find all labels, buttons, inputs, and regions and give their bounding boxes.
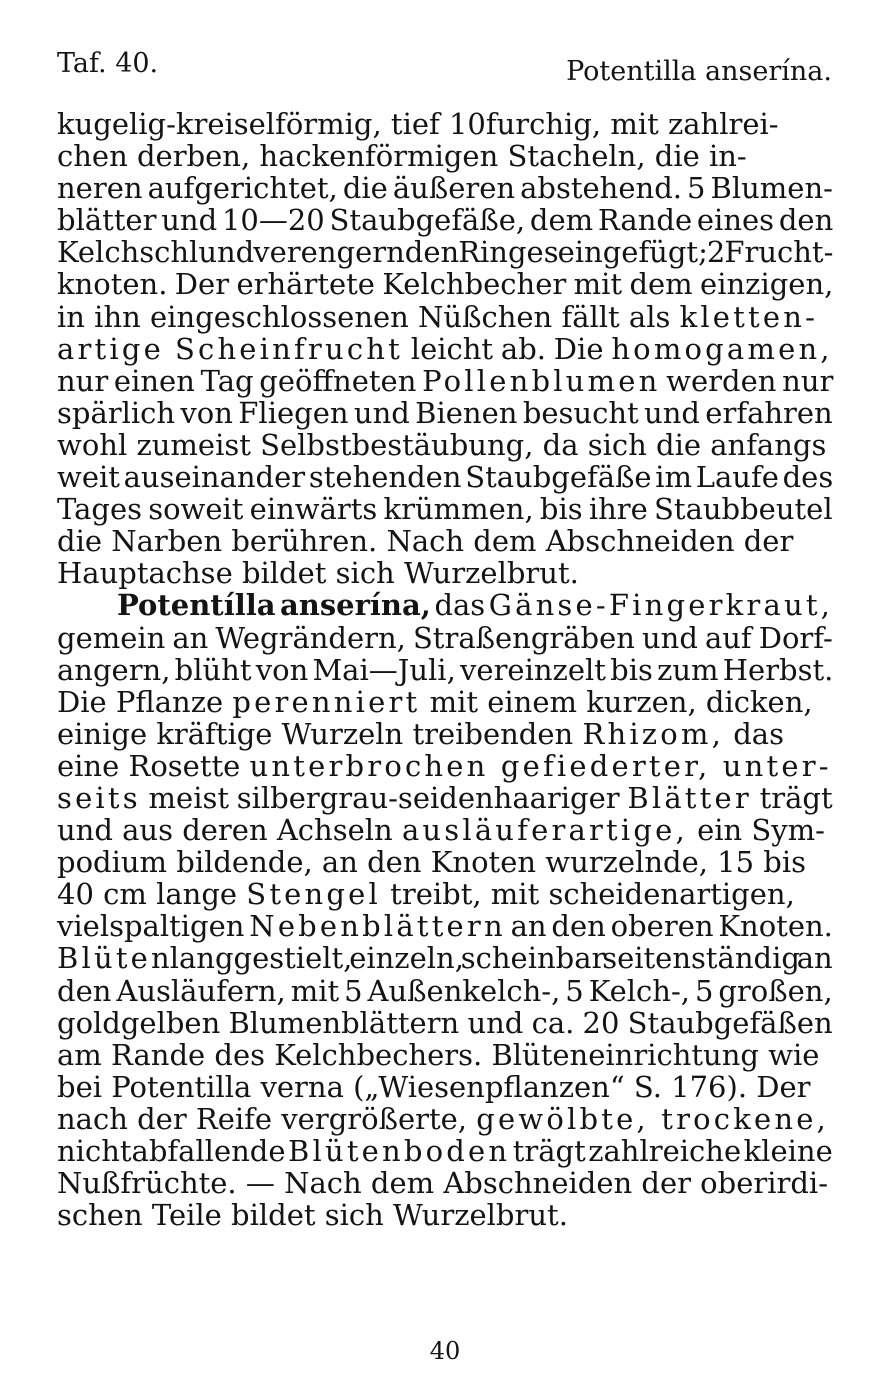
text-run: 40 cm lange: [57, 877, 247, 912]
text-run: langgestielt, einzeln, scheinbar seitenständig an: [172, 941, 833, 976]
text-run: podium bildende, an den Knoten wurzelnde, 15 bis: [57, 845, 807, 880]
text-run: mit einem kurzen, dicken,: [420, 684, 813, 719]
text-line: [57, 557, 833, 589]
text-run: meist silbergrau-seidenhaariger: [140, 780, 628, 815]
text-run: das: [724, 716, 784, 751]
spaced-term: Stengel: [246, 877, 381, 912]
text-run: die Narben berühren. Nach dem Abschneiden der: [57, 524, 794, 559]
spaced-term: Pollenblumen: [422, 363, 661, 398]
text-line: [57, 878, 833, 910]
text-run: Die Pflanze: [57, 684, 233, 719]
running-head: [0, 40, 890, 87]
text-run: einige kräftige Wurzeln treibenden: [57, 716, 583, 751]
text-line: [57, 975, 833, 1007]
text-line: [57, 525, 833, 557]
text-run: treibt, mit scheidenartigen,: [380, 877, 795, 912]
text-run: Tages soweit einwärts krümmen, bis ihre Staubbeutel: [57, 492, 833, 527]
text-line: [57, 365, 833, 397]
text-line: [57, 397, 833, 429]
text-line: [57, 814, 833, 846]
text-line: [57, 172, 833, 204]
text-run: vielspaltigen: [57, 909, 250, 944]
spaced-term: Rhizom,: [582, 716, 725, 751]
spaced-term: Nebenblättern: [249, 909, 506, 944]
text-line: [57, 1039, 833, 1071]
text-line: [57, 750, 833, 782]
text-run: nur einen Tag geöffneten: [57, 363, 423, 398]
spaced-term: Gänse-Fingerkraut,: [488, 588, 834, 623]
text-line: [57, 140, 833, 172]
text-line: [57, 846, 833, 878]
text-run: Hauptachse bildet sich Wurzelbrut.: [57, 556, 579, 591]
text-run: das: [430, 588, 489, 623]
text-line: [57, 204, 833, 236]
text-run: Nußfrüchte. — Nach dem Abschneiden der oberirdi-: [57, 1166, 829, 1201]
text-line: [57, 493, 833, 525]
text-line: [57, 942, 833, 974]
text-line: [57, 429, 833, 461]
text-run: und aus deren Achseln: [57, 813, 402, 848]
text-run: trägt: [751, 780, 833, 815]
text-line: [57, 718, 833, 750]
text-line: [57, 654, 833, 686]
text-line: [57, 461, 833, 493]
page-number: 40: [429, 1337, 461, 1365]
text-run: leicht ab. Die: [402, 331, 612, 366]
text-run: werden nur: [660, 363, 834, 398]
spaced-term: Blütenboden: [288, 1134, 511, 1168]
text-run: den Ausläufern, mit 5 Außenkelch-, 5 Kelch-, 5 großen,: [57, 973, 833, 1008]
text-line: [57, 910, 833, 942]
text-run: chen derben, hackenförmigen Stacheln, die in-: [57, 139, 747, 174]
text-run: Kelchschlund verengernden Ringes eingefügt; 2 Frucht-: [57, 235, 834, 270]
text-line: [57, 782, 833, 814]
text-run: trägt zahlreiche kleine: [510, 1134, 833, 1168]
text-run: spärlich von Fliegen und Bienen besucht und erfahren: [57, 395, 833, 430]
species-name: Potentílla anserína,: [117, 588, 431, 623]
text-line: [57, 268, 833, 300]
plate-label: Taf. 40.: [57, 48, 159, 79]
text-line: [57, 1199, 833, 1231]
text-line: [57, 622, 833, 654]
spaced-term: Blätter: [627, 780, 752, 815]
text-run: blätter und 10—20 Staubgefäße, dem Rande eines den: [57, 203, 834, 238]
text-run: bei Potentilla verna („Wiesenpflanzen“ S. 176). Der: [57, 1069, 811, 1104]
spaced-term: artige Scheinfrucht: [57, 331, 403, 366]
spaced-term: ausläuferartige,: [401, 813, 688, 848]
text-run: an den oberen Knoten.: [505, 909, 833, 944]
spaced-term: gewölbte, trockene,: [476, 1101, 829, 1136]
text-line: [57, 1135, 833, 1167]
text-line: [57, 333, 833, 365]
running-title: Potentilla anserína.: [566, 56, 832, 87]
text-run: neren aufgerichtet, die äußeren abstehend. 5 Blumen-: [57, 171, 833, 206]
text-line: [57, 1071, 833, 1103]
text-run: weit auseinander stehenden Staubgefäße im Laufe des: [57, 460, 834, 495]
text-line: [57, 108, 833, 140]
text-line: [57, 236, 833, 268]
spaced-term: homogamen,: [611, 331, 833, 366]
text-run: schen Teile bildet sich Wurzelbrut.: [57, 1198, 568, 1233]
text-line: [57, 1007, 833, 1039]
text-run: in ihn eingeschlossenen Nüßchen fällt als: [57, 299, 680, 334]
text-run: gemein an Wegrändern, Straßengräben und auf Dorf-: [57, 620, 833, 655]
text-line: [57, 301, 833, 333]
spaced-term: seits: [57, 780, 141, 815]
text-line: [57, 1167, 833, 1199]
text-run: knoten. Der erhärtete Kelchbecher mit dem einzigen,: [57, 267, 834, 302]
text-run: wohl zumeist Selbstbestäubung, da sich die anfangs: [57, 427, 827, 462]
text-line: [57, 686, 833, 718]
text-line: [57, 589, 833, 621]
text-run: eine Rosette: [57, 748, 250, 783]
spaced-term: perenniert: [232, 684, 421, 719]
text-run: am Rande des Kelchbechers. Blüteneinrichtung wie: [57, 1037, 820, 1072]
text-run: goldgelben Blumenblättern und ca. 20 Staubgefäßen: [57, 1005, 833, 1040]
spaced-term: Blüten: [57, 941, 173, 976]
text-run: angern, blüht von Mai—Juli, vereinzelt bis zum Herbst.: [57, 652, 834, 687]
text-run: nichtabfallende: [57, 1134, 288, 1168]
text-run: ein Sym-: [687, 813, 825, 848]
body-text: [57, 108, 833, 1231]
spaced-term: unterbrochen gefiederter, unter-: [249, 748, 832, 783]
text-run: nach der Reife vergrößerte,: [57, 1101, 477, 1136]
text-run: kugelig-kreiselförmig, tief 10furchig, mit zahlrei-: [57, 107, 779, 141]
text-line: [57, 1103, 833, 1135]
spaced-term: kletten-: [679, 299, 819, 334]
